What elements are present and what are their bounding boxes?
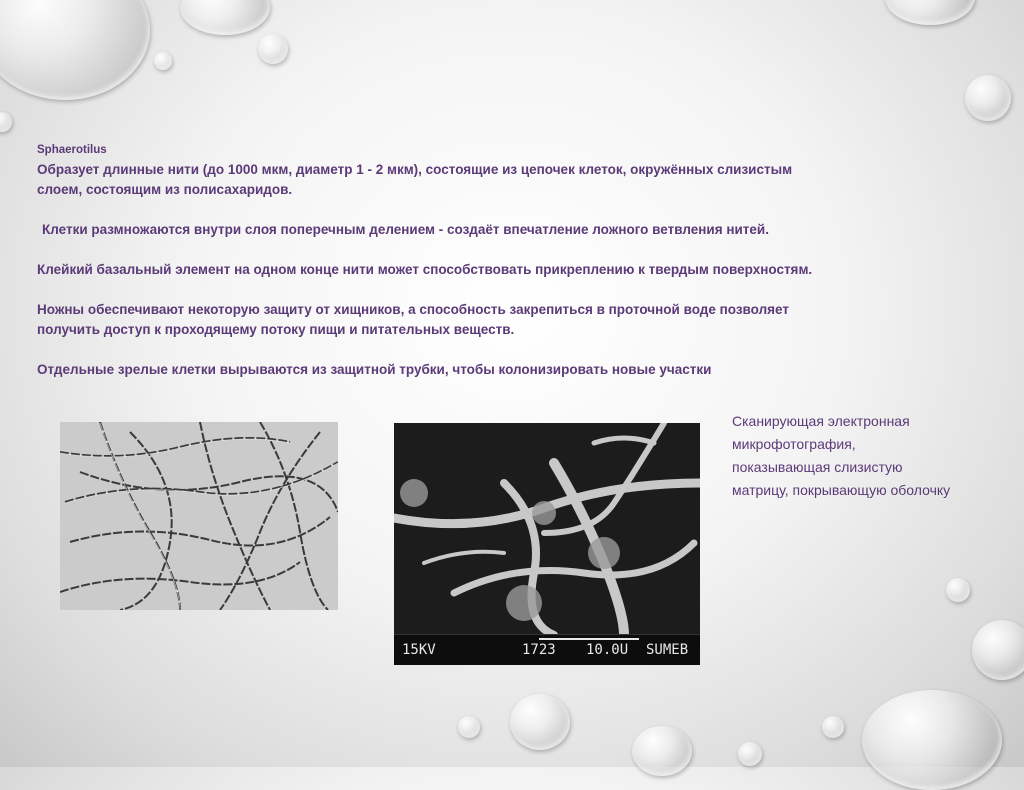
paragraph-line: слоем, состоящим из полисахаридов.	[37, 182, 293, 197]
slide-text	[37, 140, 917, 380]
water-drop-decoration	[458, 716, 480, 738]
sem-label: SUMEB	[646, 642, 689, 658]
image-caption: Сканирующая электронная микрофотография, показывающая слизистую матрицу, покрывающую оболочку	[732, 413, 951, 498]
paragraph-line: Ножны обеспечивают некоторую защиту от хищников, а способность закрепиться в проточной воде позволяет	[37, 302, 789, 317]
light-micrograph-image	[60, 422, 338, 610]
water-drop-decoration	[632, 726, 692, 776]
water-drop-decoration	[154, 52, 172, 70]
sem-voltage: 15KV	[402, 642, 436, 658]
water-drop-decoration	[0, 112, 12, 132]
water-drop-decoration	[862, 690, 1002, 790]
sem-number: 1723	[522, 642, 556, 658]
water-drop-decoration	[822, 716, 844, 738]
water-drop-decoration	[946, 578, 970, 602]
water-drop-decoration	[180, 0, 270, 35]
water-drop-decoration	[0, 0, 150, 100]
water-drop-decoration	[738, 742, 762, 766]
water-drop-decoration	[965, 75, 1011, 121]
paragraph-line: Клейкий базальный элемент на одном конце нити может способствовать прикреплению к твердым поверхностям.	[37, 262, 813, 277]
scale-bar	[539, 638, 639, 640]
sem-info-bar	[394, 634, 700, 665]
sem-scale: 10.0U	[586, 642, 629, 658]
slide-title: Sphaerotilus	[37, 144, 107, 156]
water-drop-decoration	[972, 620, 1024, 680]
paragraph-line: получить доступ к проходящему потоку пищи и питательных веществ.	[37, 322, 515, 337]
sem-micrograph-image	[394, 423, 700, 665]
paragraph-line: Образует длинные нити (до 1000 мкм, диаметр 1 - 2 мкм), состоящие из цепочек клеток, окружённых слизистым	[37, 162, 793, 177]
water-drop-decoration	[510, 694, 570, 750]
water-drop-decoration	[258, 34, 288, 64]
paragraph-line: Отдельные зрелые клетки вырываются из защитной трубки, чтобы колонизировать новые участки	[37, 362, 712, 377]
water-drop-decoration	[885, 0, 975, 25]
paragraph-line: Клетки размножаются внутри слоя поперечным делением - создаёт впечатление ложного ветвления нитей.	[42, 222, 769, 237]
